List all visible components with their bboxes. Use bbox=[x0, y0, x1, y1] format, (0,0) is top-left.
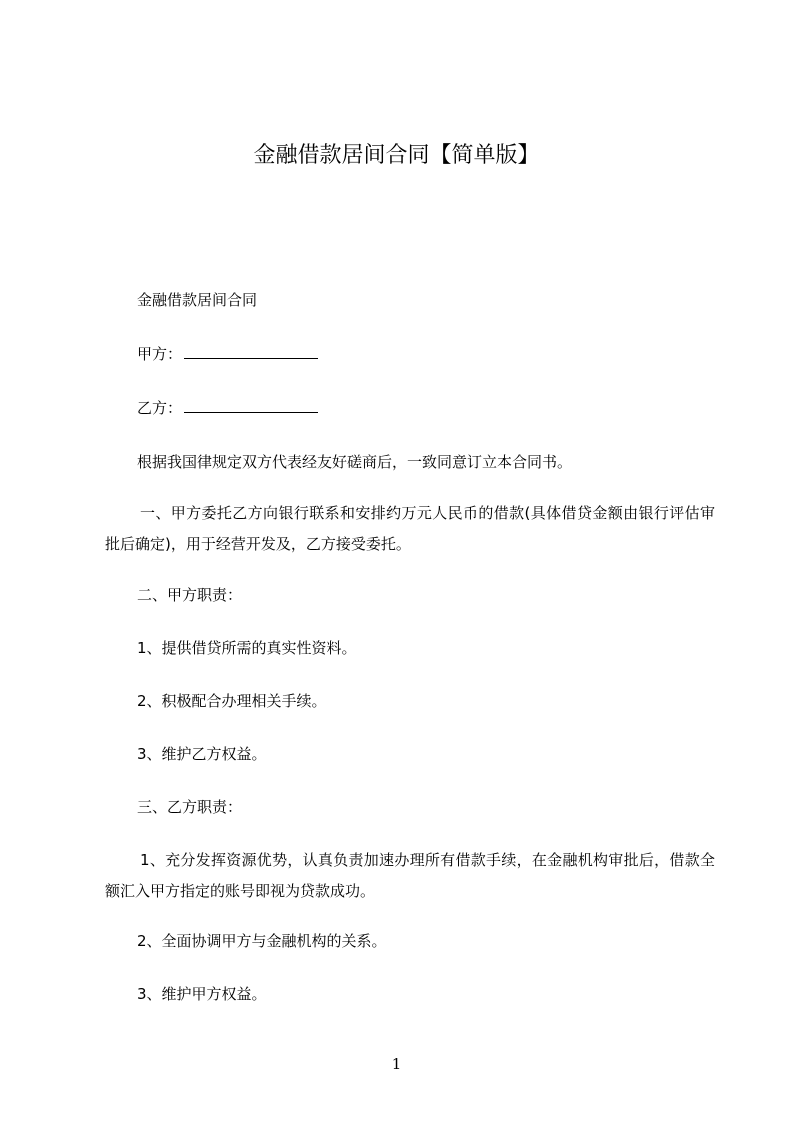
section-2-item-1: 1、提供借贷所需的真实性资料。 bbox=[137, 639, 357, 657]
party-b-label: 乙方： bbox=[137, 399, 183, 417]
section-3-item-1: 1、充分发挥资源优势，认真负责加速办理所有借款手续，在金融机构审批后，借款全额汇入甲方指定的账号即视为贷款成功。 bbox=[105, 851, 715, 900]
party-a-blank bbox=[184, 344, 318, 359]
section-2-item-3: 3、维护乙方权益。 bbox=[137, 745, 267, 763]
party-b-blank bbox=[184, 398, 318, 413]
party-b-line bbox=[105, 393, 715, 424]
section-3-item-2: 2、全面协调甲方与金融机构的关系。 bbox=[137, 932, 387, 950]
section-2-heading: 二、甲方职责： bbox=[137, 586, 243, 604]
page-number: 1 bbox=[391, 1055, 402, 1073]
intro-paragraph: 根据我国律规定双方代表经友好磋商后，一致同意订立本合同书。 bbox=[137, 453, 573, 471]
party-a-label: 甲方： bbox=[137, 345, 183, 363]
section-3-heading: 三、乙方职责： bbox=[137, 798, 243, 816]
section-3-item-3: 3、维护甲方权益。 bbox=[137, 985, 267, 1003]
document-title: 金融借款居间合同【简单版】 bbox=[253, 143, 540, 168]
section-2-item-2: 2、积极配合办理相关手续。 bbox=[137, 692, 327, 710]
contract-subtitle: 金融借款居间合同 bbox=[137, 291, 258, 309]
party-a-line bbox=[105, 339, 715, 370]
clause-1-paragraph: 一、甲方委托乙方向银行联系和安排约万元人民币的借款(具体借贷金额由银行评估审批后确定)，用于经营开发及，乙方接受委托。 bbox=[105, 504, 715, 553]
